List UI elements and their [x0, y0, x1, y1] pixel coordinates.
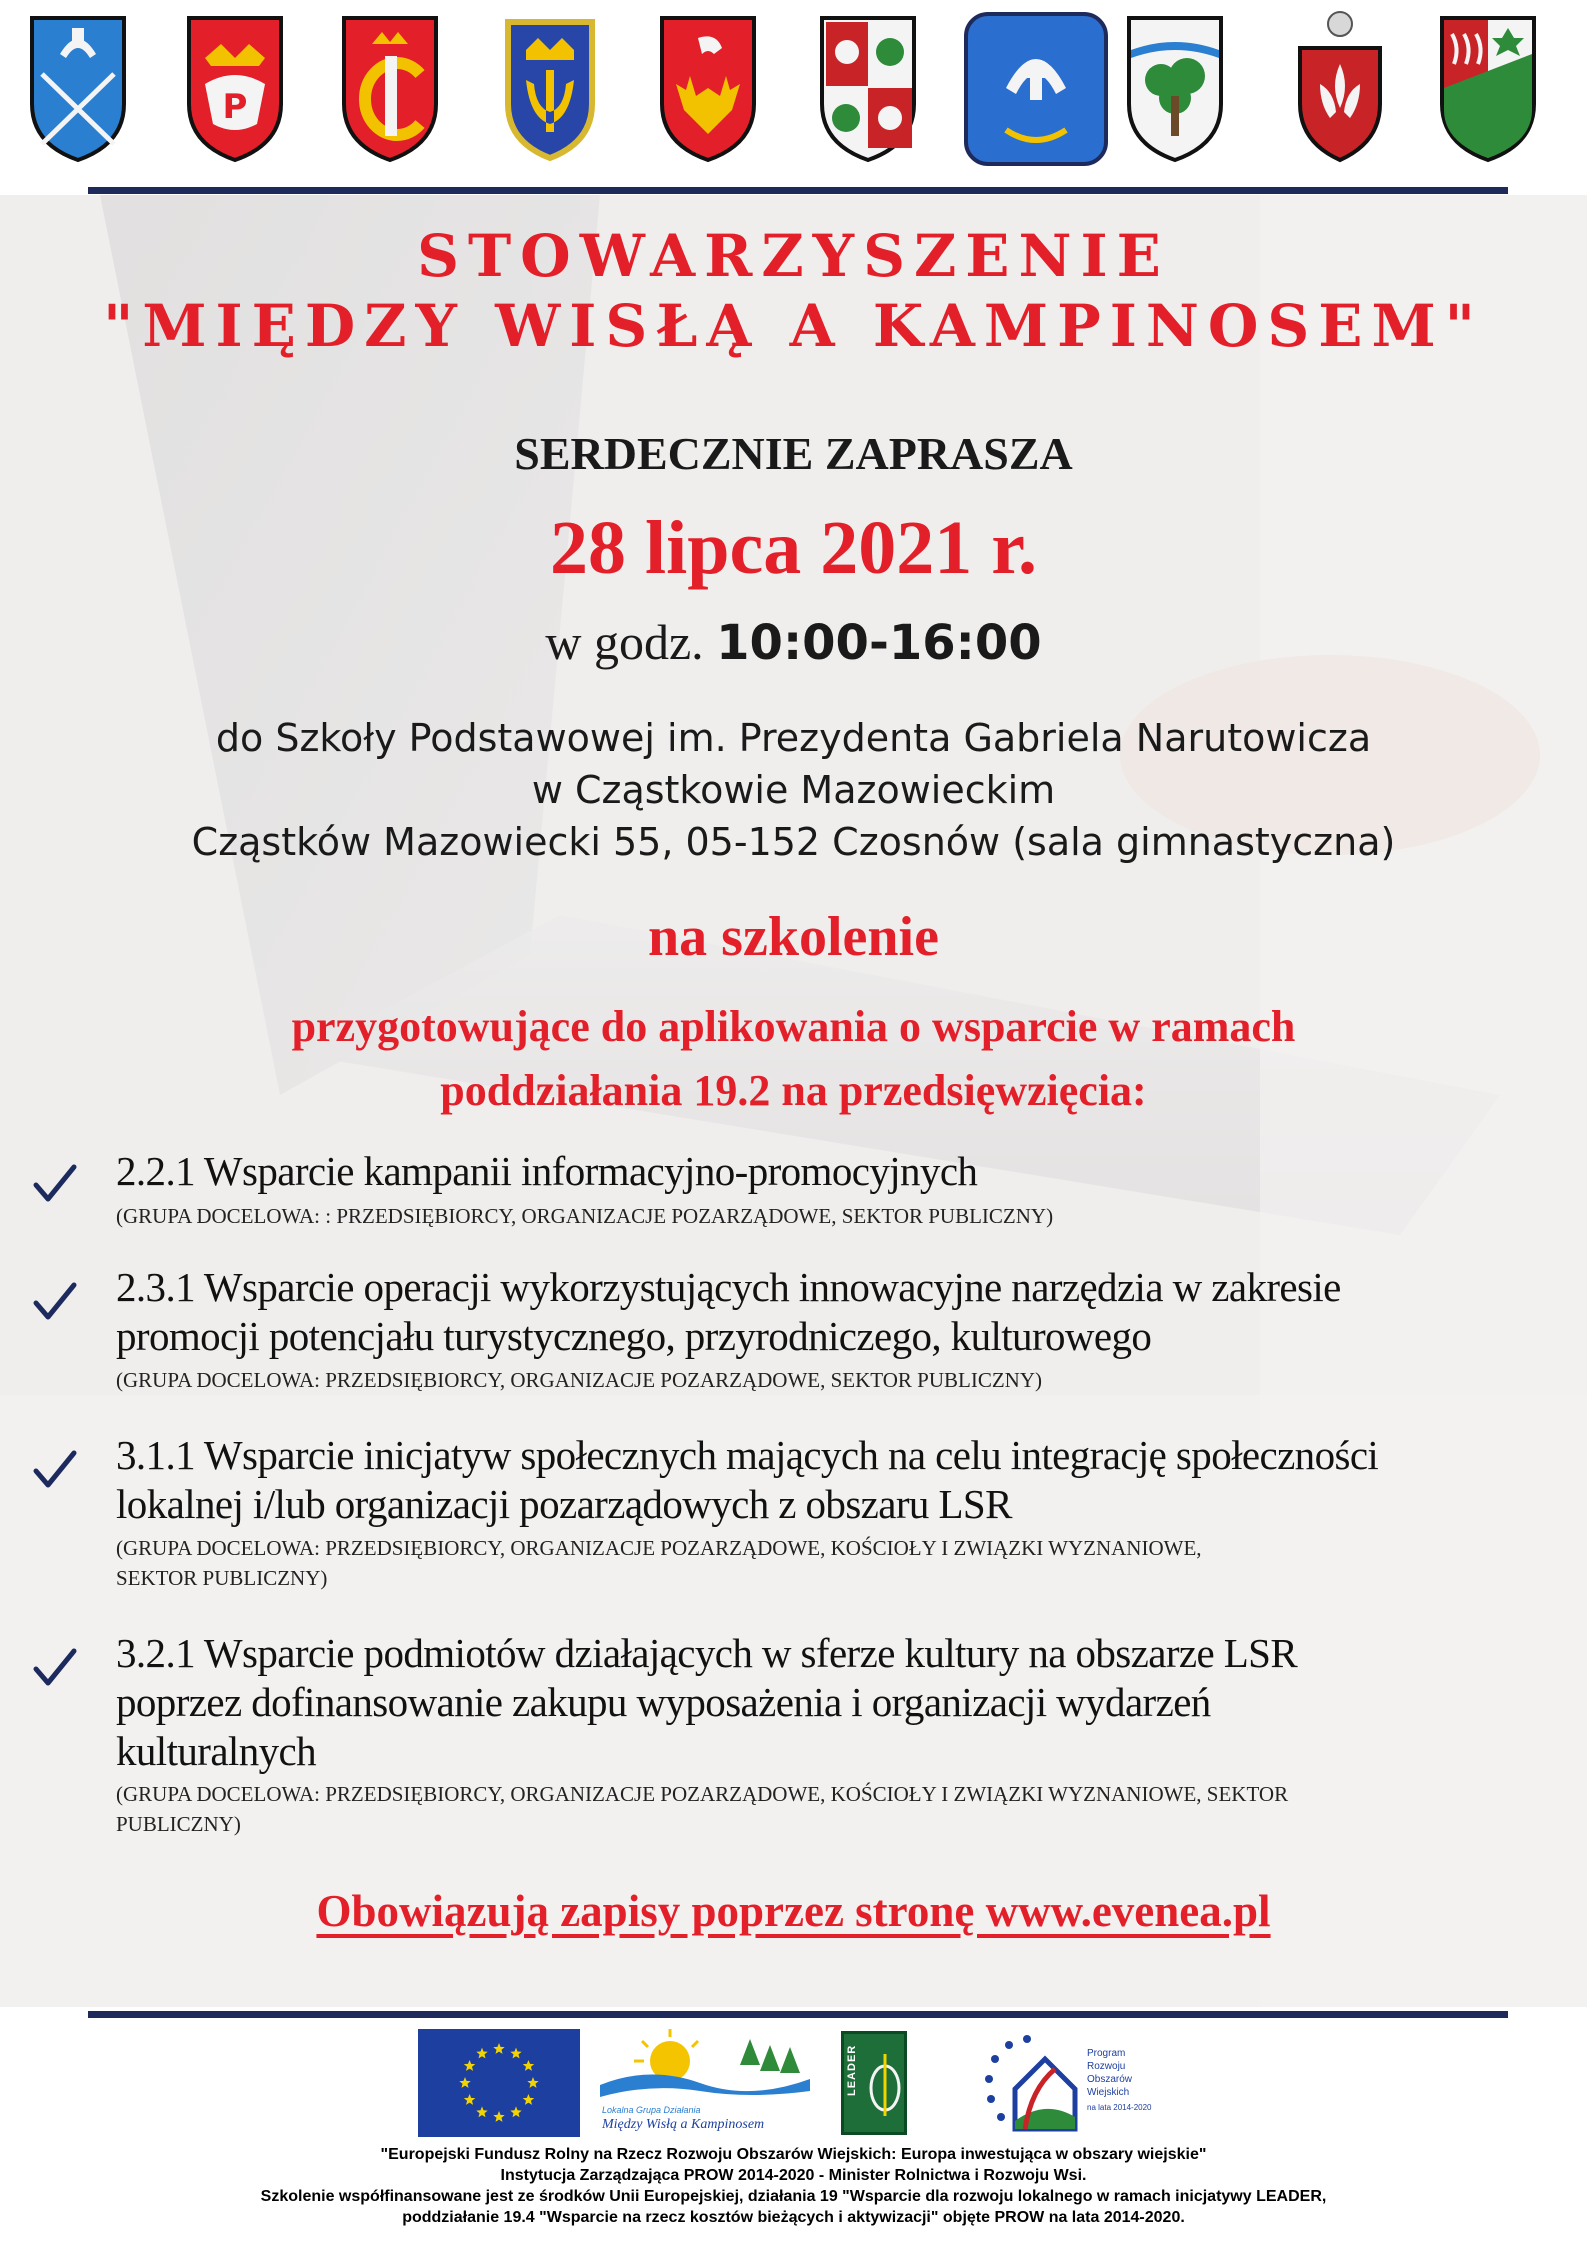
item-title	[116, 1263, 1566, 1361]
title-line-2: "MIĘDZY WISŁĄ A KAMPINOSEM"	[103, 292, 1484, 360]
item-target-group	[116, 1779, 1516, 1839]
lgd-subtitle: Lokalna Grupa Działania	[602, 2105, 701, 2115]
eu-flag-icon	[418, 2029, 580, 2137]
lgd-name: Między Wisłą a Kampinosem	[602, 2117, 765, 2132]
venue-line-3: Cząstków Mazowiecki 55, 05-152 Czosnów (sala gimnastyczna)	[191, 820, 1396, 864]
prow-years: na lata 2014-2020	[1087, 2103, 1152, 2112]
item-group-line: (GRUPA DOCELOWA: PRZEDSIĘBIORCY, ORGANIZACJE POZARZĄDOWE, SEKTOR PUBLICZNY)	[116, 1368, 1042, 1392]
tree-crest-icon	[1125, 14, 1225, 164]
item-title	[116, 1431, 1566, 1529]
item-title-line: lokalnej i/lub organizacji pozarządowych z obszaru LSR	[116, 1481, 1012, 1527]
eagle-antlers-crest-icon	[658, 14, 758, 164]
funding-footer	[0, 2144, 1587, 2228]
checkmark-icon	[30, 1643, 80, 1693]
item-title-line: 3.1.1 Wsparcie inicjatyw społecznych mających na celu integrację społeczności	[116, 1432, 1379, 1478]
sun-trees-waves-icon	[600, 2025, 810, 2105]
invite-text: SERDECZNIE ZAPRASZA	[514, 428, 1073, 479]
footer-line-3: Szkolenie współfinansowane jest ze środków Unii Europejskiej, działania 19 "Wsparcie dla rozwoju lokalnego w ramach inicjatywy LEADER,	[260, 2188, 1327, 2205]
item-target-group	[116, 1533, 1516, 1593]
quartered-eagles-crest-icon	[818, 14, 918, 164]
item-title	[116, 1629, 1566, 1776]
eagle-anchor-crest-icon	[185, 14, 285, 164]
checkmark-icon	[30, 1445, 80, 1495]
footer-line-4: poddziałanie 19.4 "Wsparcie na rzecz kosztów bieżących i aktywizacji" objęte PROW na lata 2014-2020.	[402, 2209, 1185, 2226]
prow-stars-house-icon	[975, 2029, 1085, 2139]
poster-content	[0, 195, 1587, 2007]
item-group-line: SEKTOR PUBLICZNY)	[116, 1566, 328, 1590]
training-purpose	[0, 995, 1587, 1123]
item-title-line: 3.2.1 Wsparcie podmiotów działających w sferze kultury na obszarze LSR	[116, 1630, 1298, 1676]
venue-line-2: w Cząstkowie Mazowieckim	[531, 768, 1056, 812]
event-hours	[0, 613, 1587, 671]
lgd-logo	[600, 2025, 810, 2140]
organization-title	[0, 221, 1587, 361]
item-group-line: (GRUPA DOCELOWA: : PRZEDSIĘBIORCY, ORGANIZACJE POZARZĄDOWE, SEKTOR PUBLICZNY)	[116, 1204, 1054, 1228]
purpose-line-1: przygotowujące do aplikowania o wsparcie w ramach	[291, 1002, 1296, 1051]
item-target-group	[116, 1201, 1516, 1231]
hours-value: 10:00-16:00	[716, 615, 1042, 671]
footer-line-2: Instytucja Zarządzająca PROW 2014-2020 - Minister Rolnictwa i Rozwoju Wsi.	[500, 2167, 1087, 2184]
prow-word: Wiejskich	[1087, 2087, 1130, 2098]
lily-crest-icon	[1290, 8, 1390, 164]
prow-word: Rozwoju	[1087, 2061, 1126, 2072]
item-title	[116, 1147, 1566, 1196]
crown-trident-crest-icon	[500, 14, 600, 164]
column-crest-icon	[340, 14, 440, 164]
purpose-line-2: poddziałania 19.2 na przedsięwzięcia:	[440, 1066, 1147, 1115]
item-title-line: kulturalnych	[116, 1728, 317, 1774]
item-group-line: (GRUPA DOCELOWA: PRZEDSIĘBIORCY, ORGANIZACJE POZARZĄDOWE, KOŚCIOŁY I ZWIĄZKI WYZNANIOWE,	[116, 1536, 1202, 1560]
item-target-group	[116, 1365, 1516, 1395]
item-title-line: promocji potencjału turystycznego, przyrodniczego, kulturowego	[116, 1313, 1152, 1359]
horseshoe-sabres-crest-icon	[28, 14, 128, 164]
leader-ring-icon	[866, 2048, 904, 2122]
venue-address	[0, 712, 1587, 868]
item-title-line: 2.3.1 Wsparcie operacji wykorzystujących innowacyjne narzędzia w zakresie	[116, 1264, 1341, 1310]
signup-link[interactable]: Obowiązują zapisy poprzez stronę www.evenea.pl	[316, 1886, 1271, 1936]
footer-line-1: "Europejski Fundusz Rolny na Rzecz Rozwoju Obszarów Wiejskich: Europa inwestująca w obszary wiejskie"	[380, 2146, 1207, 2163]
sponsor-logos	[0, 2017, 1587, 2142]
checkmark-icon	[30, 1277, 80, 1327]
hours-prefix: w godz.	[545, 614, 704, 670]
horseshoe-cross-crest-icon	[962, 10, 1110, 170]
municipal-crests-row	[0, 0, 1587, 190]
prow-word: Program	[1087, 2048, 1126, 2059]
flames-cross-crest-icon	[1438, 14, 1538, 164]
training-label: na szkolenie	[648, 906, 939, 968]
title-line-1: STOWARZYSZENIE	[417, 222, 1170, 290]
item-group-line: (GRUPA DOCELOWA: PRZEDSIĘBIORCY, ORGANIZACJE POZARZĄDOWE, KOŚCIOŁY I ZWIĄZKI WYZNANIOWE, SEKTOR	[116, 1782, 1289, 1806]
checkmark-icon	[30, 1159, 80, 1209]
item-title-line: 2.2.1 Wsparcie kampanii informacyjno-promocyjnych	[116, 1148, 978, 1194]
event-date: 28 lipca 2021 r.	[550, 506, 1037, 590]
item-title-line: poprzez dofinansowanie zakupu wyposażenia i organizacji wydarzeń	[116, 1679, 1211, 1725]
leader-text: LEADER	[846, 2044, 858, 2096]
svg-text:P: P	[222, 87, 248, 127]
prow-name	[1087, 2047, 1132, 2099]
leader-logo	[841, 2031, 907, 2135]
top-divider	[88, 187, 1508, 194]
venue-line-1: do Szkoły Podstawowej im. Prezydenta Gabriela Narutowicza	[215, 716, 1372, 760]
prow-word: Obszarów	[1087, 2074, 1133, 2085]
item-group-line: PUBLICZNY)	[116, 1812, 241, 1836]
prow-logo	[975, 2029, 1175, 2139]
